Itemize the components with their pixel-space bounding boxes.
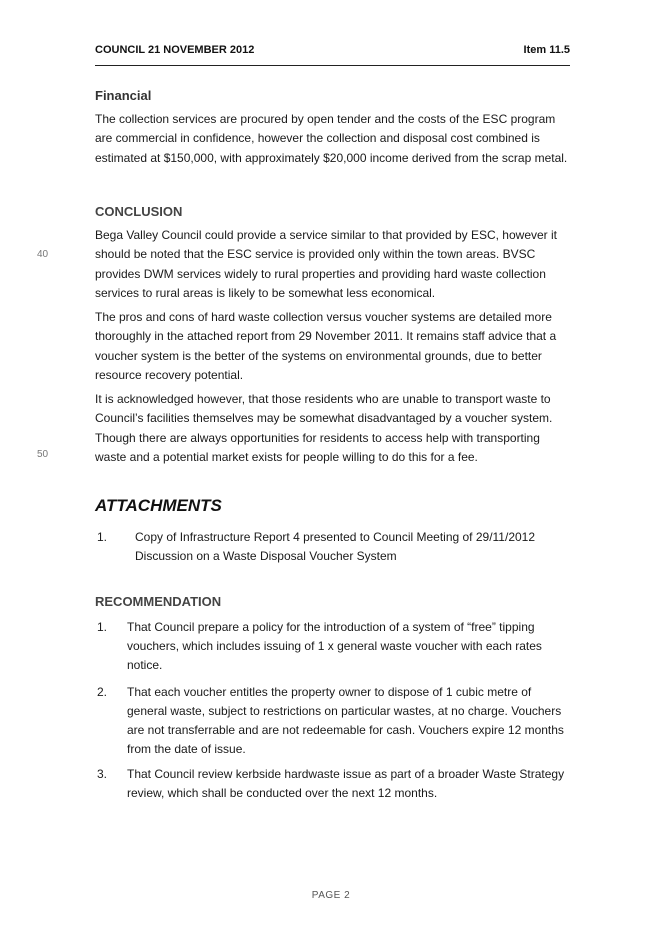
recommendation-item-3: [95, 765, 573, 803]
recommendation-text: That Council prepare a policy for the introduction of a system of “free” tipping vouchers, which includes issuing of 1 x general waste voucher with each rates notice.: [127, 620, 542, 672]
item-number: Item 11.5: [523, 44, 570, 56]
conclusion-paragraph-2: The pros and cons of hard waste collection versus voucher systems are detailed more thoroughly in the attached report from 29 November 2011. It remains staff advice that a voucher system is the better of the systems on environmental grounds, due to better resource recovery potential.: [95, 310, 557, 382]
page-number: PAGE 2: [311, 890, 351, 901]
recommendation-text: That Council review kerbside hardwaste issue as part of a broader Waste Strategy review, which shall be conducted over the next 12 months.: [127, 767, 565, 800]
attachment-number: 1.: [97, 530, 108, 544]
attachment-link-text[interactable]: Copy of Infrastructure Report 4 presented to Council Meeting of 29/11/2012 Discussion on a Waste Disposal Voucher System: [135, 530, 536, 563]
line-number-40: 40: [37, 249, 49, 260]
recommendation-number: 1.: [97, 620, 108, 634]
meeting-title: COUNCIL 21 NOVEMBER 2012: [95, 44, 255, 56]
recommendation-number: 2.: [97, 685, 108, 699]
recommendation-heading: RECOMMENDATION: [95, 594, 222, 609]
conclusion-paragraph-1: Bega Valley Council could provide a service similar to that provided by ESC, however it should be noted that the ESC service is provided only within the town areas. BVSC provides DWM services widely to rural properties and providing hard waste collection services to rural areas is likely to be somewhat less economical.: [95, 228, 557, 300]
conclusion-paragraph-3: It is acknowledged however, that those residents who are unable to transport waste to Council’s facilities themselves may be somewhat disadvantaged by a voucher system. Though there are always opportunities for residents to access help with transporting waste and a potential market exists for people willing to do this for a fee.: [95, 392, 553, 464]
attachment-item-1: [95, 528, 573, 566]
line-number-50: 50: [37, 449, 49, 460]
header-divider: [95, 65, 570, 66]
conclusion-heading: CONCLUSION: [95, 204, 183, 219]
financial-paragraph: The collection services are procured by open tender and the costs of the ESC program are commercial in confidence, however the collection and disposal cost combined is estimated at $150,000, with approximately $20,000 income derived from the scrap metal.: [95, 112, 568, 165]
recommendation-text: That each voucher entitles the property owner to dispose of 1 cubic metre of general waste, subject to restrictions on particular wastes, at no charge. Vouchers are not transferrable and are not redeemable for cash. Vouchers expire 12 months from the date of issue.: [127, 685, 564, 756]
recommendation-number: 3.: [97, 767, 108, 781]
recommendation-item-1: [95, 618, 573, 675]
recommendation-item-2: [95, 683, 573, 759]
page-header: [95, 44, 570, 64]
financial-heading: Financial: [95, 88, 152, 103]
attachments-heading: ATTACHMENTS: [95, 496, 222, 515]
